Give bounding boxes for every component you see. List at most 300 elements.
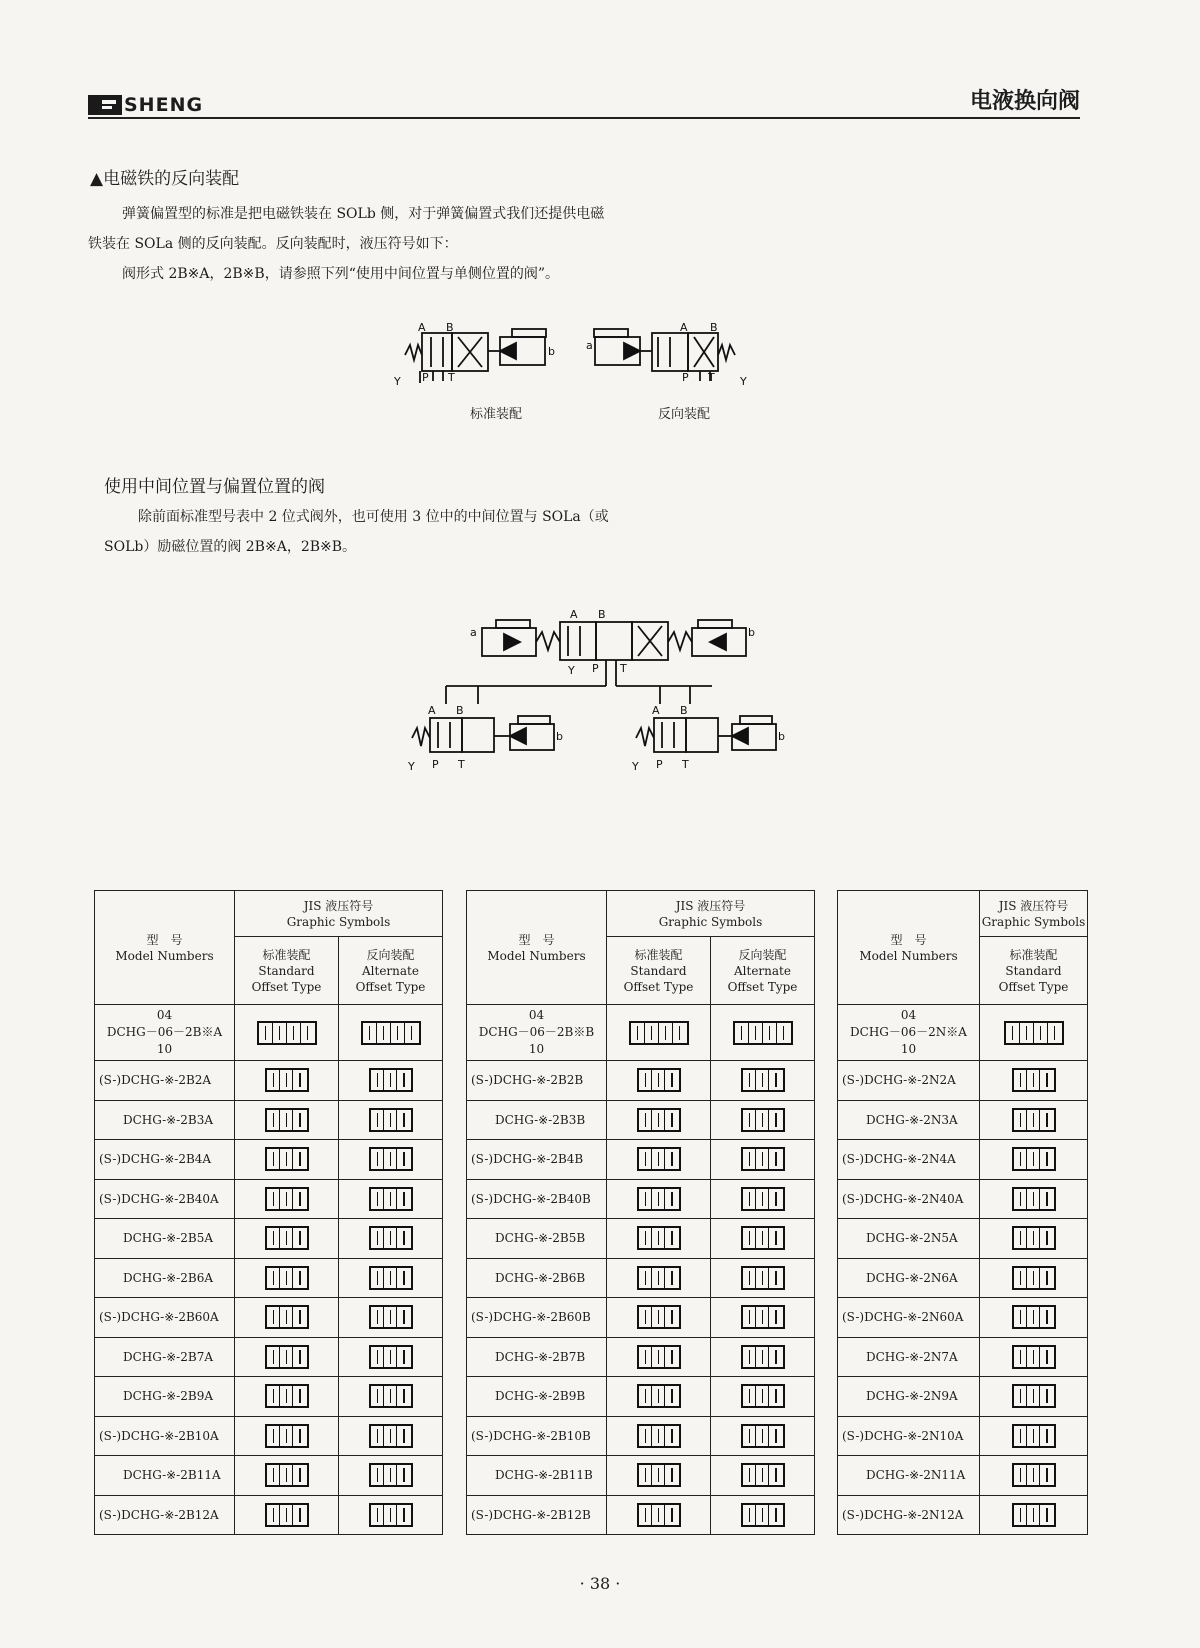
standard-symbol-cell [607,1416,711,1456]
page-header-title: 电液换向阀 [969,89,1080,114]
valve-symbol-icon [1012,1345,1056,1369]
standard-symbol-cell [235,1337,339,1377]
alternate-y-label: Y [740,375,747,388]
sol-b-label: b [748,626,755,639]
header-standard-offset: 标准装配 Standard Offset Type [235,937,339,1005]
standard-symbol-cell [607,1258,711,1298]
symbol-position-cell [665,1307,678,1327]
symbol-position-cell [639,1110,652,1130]
valve-symbol-icon [369,1384,413,1408]
standard-symbol-cell [607,1337,711,1377]
valve-symbol-icon [629,1021,689,1045]
symbol-position-cell [743,1189,756,1209]
symbol-position-cell [1027,1386,1040,1406]
table-row [467,1337,815,1377]
left-port-b-label: B [456,704,464,717]
table-row [95,1258,443,1298]
valve-symbol-icon [369,1068,413,1092]
symbol-position-cell [743,1426,756,1446]
model-number-cell: (S-)DCHG-※-2B12B [467,1495,607,1535]
symbol-position-cell [652,1505,665,1525]
symbol-position-cell [1014,1505,1027,1525]
page-number: · 38 · [579,1574,621,1593]
table-row [838,1337,1088,1377]
symbol-position-cell [280,1268,293,1288]
valve-symbol-icon [369,1305,413,1329]
symbol-position-cell [1040,1505,1053,1525]
symbol-position-cell [267,1465,280,1485]
symbol-position-cell [267,1228,280,1248]
symbol-position-cell [259,1023,273,1043]
alternate-symbol-cell [711,1456,815,1496]
table-row [95,1377,443,1417]
right-port-b-label: B [680,704,688,717]
model-number-cell: (S-)DCHG-※-2N12A [838,1495,980,1535]
symbol-position-cell [639,1189,652,1209]
model-number-cell: DCHG-※-2B6A [95,1258,235,1298]
symbol-position-cell [1027,1426,1040,1446]
symbol-position-cell [1040,1426,1053,1446]
alternate-symbol-cell [339,1140,443,1180]
symbol-position-cell [397,1386,410,1406]
model-table [466,890,815,1535]
valve-symbol-icon [1012,1187,1056,1211]
symbol-position-cell [397,1347,410,1367]
table-row [95,1495,443,1535]
symbol-position-cell [397,1228,410,1248]
symbol-position-cell [659,1023,673,1043]
symbol-position-cell [280,1149,293,1169]
caption-alternate-assembly: 反向装配 [658,407,711,422]
left-port-p-label: P [432,758,439,771]
model-number-cell: (S-)DCHG-※-2B10A [95,1416,235,1456]
model-number-cell: DCHG-※-2B3A [95,1100,235,1140]
header-alternate-offset: 反向装配 Alternate Offset Type [339,937,443,1005]
symbol-position-cell [1040,1149,1053,1169]
header-graphic-symbols: JIS 液压符号 Graphic Symbols [980,891,1088,937]
model-number-cell: DCHG-※-2B11A [95,1456,235,1496]
symbol-position-cell [652,1149,665,1169]
symbol-position-cell [280,1426,293,1446]
valve-symbol-icon [369,1463,413,1487]
symbol-position-cell [287,1023,301,1043]
model-number-cell: DCHG-※-2B3B [467,1100,607,1140]
symbol-position-cell [280,1070,293,1090]
symbol-position-cell [652,1070,665,1090]
standard-port-b-label: B [446,321,454,334]
valve-symbol-icon [369,1147,413,1171]
valve-symbol-icon [741,1147,785,1171]
valve-symbol-icon [369,1503,413,1527]
standard-symbol-cell [235,1179,339,1219]
model-number-cell: DCHG-※-2B6B [467,1258,607,1298]
valve-symbol-icon [1012,1384,1056,1408]
right-y-label: Y [632,760,639,773]
model-number-cell: (S-)DCHG-※-2B60A [95,1298,235,1338]
valve-symbol-icon [369,1424,413,1448]
valve-symbol-icon [637,1108,681,1132]
standard-symbol-cell [980,1377,1088,1417]
symbol-position-cell [769,1386,782,1406]
valve-symbol-icon [265,1147,309,1171]
standard-symbol-cell [607,1100,711,1140]
model-table [837,890,1088,1535]
standard-symbol-cell [235,1140,339,1180]
symbol-position-cell [1027,1228,1040,1248]
standard-y-label: Y [394,375,401,388]
symbol-position-cell [743,1347,756,1367]
alternate-symbol-cell [711,1219,815,1259]
symbol-position-cell [639,1307,652,1327]
symbol-position-cell [1040,1347,1053,1367]
logo-mark-icon [88,95,122,115]
standard-symbol-cell [235,1298,339,1338]
header-divider [88,117,1080,119]
symbol-position-cell [371,1268,384,1288]
main-port-t-label: T [620,662,627,675]
valve-symbol-icon [369,1187,413,1211]
symbol-position-cell [756,1228,769,1248]
valve-symbol-icon [741,1384,785,1408]
table-row [467,1100,815,1140]
symbol-position-cell [293,1228,306,1248]
symbol-position-cell [769,1347,782,1367]
symbol-position-cell [743,1110,756,1130]
symbol-position-cell [384,1386,397,1406]
symbol-position-cell [384,1307,397,1327]
model-number-cell: (S-)DCHG-※-2N4A [838,1140,980,1180]
valve-symbol-icon [369,1266,413,1290]
symbol-position-cell [377,1023,391,1043]
standard-symbol-cell [607,1456,711,1496]
symbol-position-cell [1027,1505,1040,1525]
symbol-position-cell [673,1023,687,1043]
symbol-position-cell [280,1465,293,1485]
symbol-position-cell [756,1268,769,1288]
alternate-port-t-label: T [708,371,715,384]
symbol-position-cell [371,1189,384,1209]
header-standard-offset: 标准装配 Standard Offset Type [980,937,1088,1005]
symbol-position-cell [1027,1307,1040,1327]
table-row [95,1416,443,1456]
standard-symbol-cell [980,1456,1088,1496]
symbol-position-cell [639,1347,652,1367]
valve-symbol-icon [265,1345,309,1369]
valve-symbol-icon [637,1187,681,1211]
symbol-position-cell [743,1070,756,1090]
valve-symbol-icon [265,1503,309,1527]
symbol-position-cell [267,1070,280,1090]
standard-symbol-cell [980,1140,1088,1180]
symbol-position-cell [769,1189,782,1209]
alternate-port-b-label: B [710,321,718,334]
table-row [467,1416,815,1456]
alternate-symbol-cell [711,1100,815,1140]
table-row [95,1219,443,1259]
symbol-position-cell [1014,1189,1027,1209]
alternate-symbol-cell [711,1298,815,1338]
valve-symbol-icon [741,1108,785,1132]
model-number-cell: (S-)DCHG-※-2N40A [838,1179,980,1219]
standard-sol-b-label: b [548,345,555,358]
model-number-cell: DCHG-※-2B5A [95,1219,235,1259]
standard-symbol-cell [980,1100,1088,1140]
symbol-position-cell [756,1189,769,1209]
standard-symbol-cell [235,1005,339,1061]
symbol-position-cell [743,1149,756,1169]
standard-symbol-cell [607,1061,711,1101]
section1-line-2: 铁装在 SOLa 侧的反向装配。反向装配时，液压符号如下： [88,236,458,252]
symbol-position-cell [384,1228,397,1248]
symbol-position-cell [267,1505,280,1525]
symbol-position-cell [1040,1228,1053,1248]
symbol-position-cell [645,1023,659,1043]
symbol-position-cell [293,1189,306,1209]
model-number-cell: DCHG-※-2B7B [467,1337,607,1377]
symbol-position-cell [652,1307,665,1327]
table-row [467,1456,815,1496]
table-row [95,1061,443,1101]
symbol-position-cell [665,1386,678,1406]
valve-symbol-icon [741,1305,785,1329]
valve-symbol-icon [265,1226,309,1250]
symbol-position-cell [1027,1149,1040,1169]
valve-symbol-icon [733,1021,793,1045]
alternate-symbol-cell [711,1061,815,1101]
standard-symbol-cell [235,1377,339,1417]
table-row [95,1140,443,1180]
symbol-position-cell [397,1307,410,1327]
symbol-position-cell [371,1505,384,1525]
section2-line-1: 除前面标准型号表中 2 位式阀外，也可使用 3 位中的中间位置与 SOLa（或 [138,509,609,525]
symbol-position-cell [743,1465,756,1485]
symbol-position-cell [397,1505,410,1525]
right-port-a-label: A [652,704,660,717]
standard-port-a-label: A [418,321,426,334]
standard-symbol-cell [607,1298,711,1338]
standard-symbol-cell [980,1219,1088,1259]
symbol-position-cell [293,1268,306,1288]
symbol-position-cell [273,1023,287,1043]
model-number-cell: DCHG-※-2B11B [467,1456,607,1496]
alternate-symbol-cell [711,1377,815,1417]
alternate-symbol-cell [711,1337,815,1377]
standard-symbol-cell [607,1140,711,1180]
symbol-position-cell [280,1110,293,1130]
model-number-cell: (S-)DCHG-※-2B10B [467,1416,607,1456]
symbol-position-cell [280,1386,293,1406]
valve-symbol-icon [369,1345,413,1369]
symbol-position-cell [1014,1465,1027,1485]
valve-symbol-icon [265,1424,309,1448]
derived-valve-right-symbol [636,716,776,752]
symbol-position-cell [665,1149,678,1169]
model-number-cell: (S-)DCHG-※-2B2B [467,1061,607,1101]
valve-symbol-icon [637,1345,681,1369]
valve-symbol-icon [637,1266,681,1290]
symbol-position-cell [384,1268,397,1288]
valve-symbol-icon [369,1226,413,1250]
symbol-position-cell [371,1307,384,1327]
symbol-position-cell [293,1426,306,1446]
alternate-symbol-cell [339,1100,443,1140]
symbol-position-cell [756,1110,769,1130]
alternate-symbol-cell [339,1179,443,1219]
symbol-position-cell [756,1465,769,1485]
symbol-position-cell [743,1386,756,1406]
section2-line-2: SOLb）励磁位置的阀 2B※A，2B※B。 [104,539,357,555]
standard-symbol-cell [235,1061,339,1101]
symbol-position-cell [371,1426,384,1446]
standard-symbol-cell [235,1495,339,1535]
table-row [838,1298,1088,1338]
alternate-symbol-cell [339,1219,443,1259]
symbol-position-cell [1014,1307,1027,1327]
alternate-port-p-label: P [682,371,689,384]
logo-text: SHENG [124,94,204,116]
model-number-cell: DCHG-※-2B5B [467,1219,607,1259]
symbol-position-cell [1014,1149,1027,1169]
symbol-position-cell [1040,1268,1053,1288]
symbol-position-cell [1027,1070,1040,1090]
symbol-position-cell [665,1189,678,1209]
standard-symbol-cell [235,1258,339,1298]
symbol-position-cell [1040,1110,1053,1130]
table-row [838,1416,1088,1456]
symbol-position-cell [280,1228,293,1248]
valve-symbol-icon [265,1108,309,1132]
symbol-position-cell [1014,1386,1027,1406]
table-row [95,1100,443,1140]
standard-symbol-cell [980,1298,1088,1338]
symbol-position-cell [293,1110,306,1130]
symbol-position-cell [371,1070,384,1090]
valve-symbol-icon [265,1187,309,1211]
symbol-position-cell [1040,1307,1053,1327]
model-number-cell: DCHG-※-2N11A [838,1456,980,1496]
model-table [94,890,443,1535]
symbol-position-cell [665,1268,678,1288]
alternate-symbol-cell [711,1179,815,1219]
main-y-label: Y [568,664,575,677]
symbol-position-cell [743,1505,756,1525]
table-row [467,1298,815,1338]
symbol-position-cell [397,1149,410,1169]
model-number-cell: (S-)DCHG-※-2B4A [95,1140,235,1180]
valve-symbol-icon [741,1068,785,1092]
symbol-position-cell [639,1268,652,1288]
symbol-position-cell [639,1465,652,1485]
model-number-cell: DCHG-※-2B9B [467,1377,607,1417]
symbol-position-cell [371,1149,384,1169]
valve-symbol-icon [1012,1108,1056,1132]
table-row [467,1061,815,1101]
symbol-position-cell [384,1110,397,1130]
valve-symbol-icon [369,1108,413,1132]
symbol-position-cell [371,1386,384,1406]
symbol-position-cell [267,1110,280,1130]
main-port-p-label: P [592,662,599,675]
symbol-position-cell [293,1307,306,1327]
symbol-position-cell [1014,1347,1027,1367]
symbol-position-cell [639,1426,652,1446]
standard-symbol-cell [980,1495,1088,1535]
alternate-symbol-cell [339,1298,443,1338]
symbol-position-cell [769,1268,782,1288]
standard-symbol-cell [607,1377,711,1417]
section1-line-1: 弹簧偏置型的标准是把电磁铁装在 SOLb 侧，对于弹簧偏置式我们还提供电磁 [122,206,605,222]
alternate-sol-a-label: a [586,339,593,352]
symbol-position-cell [756,1307,769,1327]
valve-symbol-icon [265,1305,309,1329]
alternate-symbol-cell [711,1140,815,1180]
standard-symbol-cell [607,1219,711,1259]
symbol-position-cell [384,1347,397,1367]
symbol-position-cell [1014,1110,1027,1130]
symbol-position-cell [769,1070,782,1090]
valve-symbol-icon [741,1226,785,1250]
symbol-position-cell [735,1023,749,1043]
symbol-position-cell [665,1465,678,1485]
symbol-position-cell [293,1149,306,1169]
symbol-position-cell [267,1149,280,1169]
symbol-position-cell [371,1465,384,1485]
table-row [95,1298,443,1338]
alternate-symbol-cell [339,1495,443,1535]
symbol-position-cell [743,1307,756,1327]
model-number-cell: (S-)DCHG-※-2B40B [467,1179,607,1219]
symbol-position-cell [665,1110,678,1130]
valve-symbol-icon [1012,1305,1056,1329]
table-row [838,1140,1088,1180]
valve-symbol-icon [257,1021,317,1045]
valve-symbol-icon [1012,1503,1056,1527]
symbol-position-cell [743,1228,756,1248]
symbol-position-cell [652,1386,665,1406]
symbol-position-cell [280,1189,293,1209]
symbol-position-cell [397,1189,410,1209]
alternate-symbol-cell [711,1258,815,1298]
standard-symbol-cell [980,1005,1088,1061]
table-row [467,1258,815,1298]
alternate-port-a-label: A [680,321,688,334]
symbol-position-cell [384,1149,397,1169]
valve-symbol-icon [637,1068,681,1092]
table-row [95,1337,443,1377]
symbol-position-cell [267,1426,280,1446]
standard-symbol-cell [607,1495,711,1535]
alternate-symbol-cell [339,1005,443,1061]
valve-symbol-icon [637,1147,681,1171]
symbol-position-cell [769,1307,782,1327]
standard-symbol-cell [235,1416,339,1456]
alternate-symbol-cell [711,1416,815,1456]
alternate-symbol-cell [339,1456,443,1496]
symbol-position-cell [756,1070,769,1090]
table-row [467,1179,815,1219]
symbol-position-cell [1040,1465,1053,1485]
valve-symbol-icon [1012,1266,1056,1290]
symbol-position-cell [756,1347,769,1367]
model-number-cell: DCHG-※-2B7A [95,1337,235,1377]
symbol-position-cell [1014,1268,1027,1288]
left-y-label: Y [408,760,415,773]
valve-symbol-icon [637,1503,681,1527]
header-graphic-symbols: JIS 液压符号 Graphic Symbols [235,891,443,937]
symbol-position-cell [293,1505,306,1525]
left-sol-b-label: b [556,730,563,743]
standard-symbol-cell [607,1005,711,1061]
